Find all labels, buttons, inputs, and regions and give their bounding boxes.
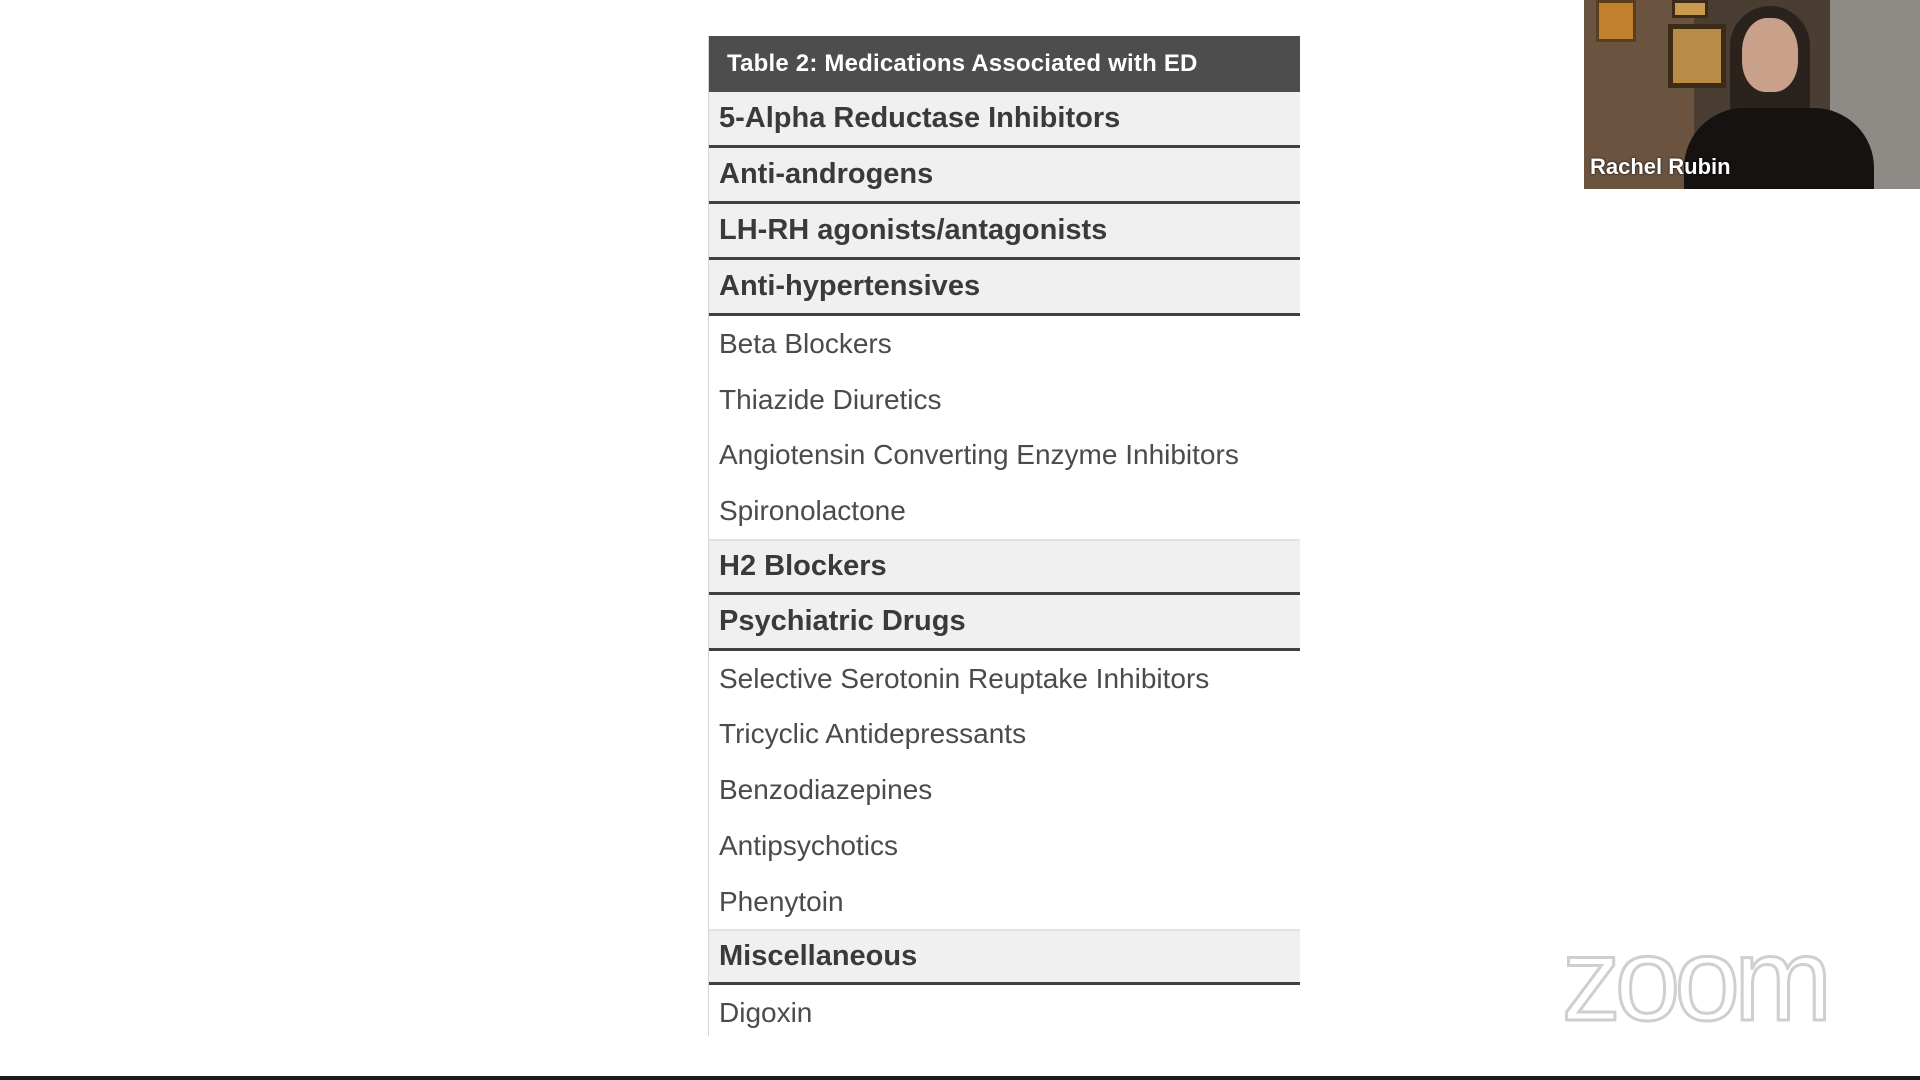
table-row-category: Miscellaneous (709, 929, 1300, 985)
table-row-item: Benzodiazepines (719, 774, 933, 806)
table-row-item: Tricyclic Antidepressants (719, 718, 1027, 750)
table-title: Table 2: Medications Associated with ED (709, 36, 1300, 92)
table-row-category: 5-Alpha Reductase Inhibitors (709, 92, 1300, 148)
picture-frame (1596, 0, 1636, 42)
window-bottom-border (0, 1076, 1920, 1080)
table-row-category: Anti-androgens (709, 148, 1300, 204)
zoom-logo-watermark (1534, 928, 1854, 1038)
table-row-category: LH-RH agonists/antagonists (709, 204, 1300, 260)
medications-table (708, 36, 1300, 1036)
participant-video-tile[interactable] (1584, 0, 1920, 189)
picture-frame (1668, 24, 1726, 88)
table-row-category: H2 Blockers (709, 539, 1300, 595)
table-row-item: Phenytoin (719, 885, 844, 917)
table-row-category: Anti-hypertensives (709, 260, 1300, 316)
table-row-item: Spironolactone (719, 495, 906, 527)
table-row-category: Psychiatric Drugs (709, 595, 1300, 651)
table-row-item: Digoxin (719, 997, 813, 1029)
table-row-item: Angiotensin Converting Enzyme Inhibitors (719, 439, 1239, 471)
picture-frame (1672, 0, 1708, 18)
table-row-item: Antipsychotics (719, 829, 898, 861)
participant-face (1742, 18, 1798, 92)
table-row-item: Selective Serotonin Reuptake Inhibitors (719, 662, 1210, 694)
zoom-logo-text: zoom (1561, 928, 1827, 1038)
table-row-item: Beta Blockers (719, 328, 892, 359)
table-row-item: Thiazide Diuretics (719, 383, 942, 415)
participant-name-label: Rachel Rubin (1590, 154, 1731, 179)
